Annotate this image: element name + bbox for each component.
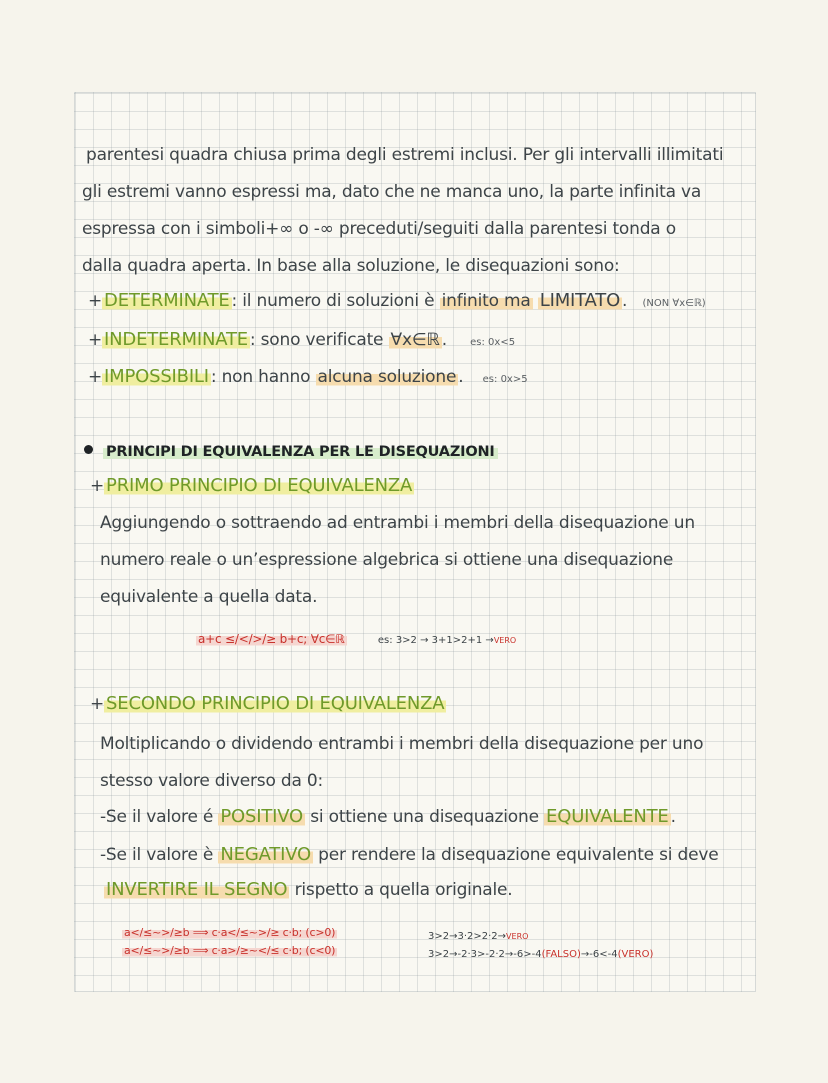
second-principle-line-1: Moltiplicando o dividendo entrambi i membri della disequazione per uno xyxy=(100,734,704,754)
indeterminate-text-b: . xyxy=(441,330,447,350)
formula-negative-text: a</≤~>/≥b ⟹ c·a>/≥~</≤ c·b; (c<0) xyxy=(124,944,336,957)
impossibili-example: es: 0x>5 xyxy=(482,374,528,385)
example-positive-result: VERO xyxy=(506,932,529,941)
section-title: PRINCIPI DI EQUIVALENZA PER LE DISEQUAZIONI xyxy=(103,444,498,460)
bullet-icon xyxy=(84,445,93,454)
first-principle-formula-row xyxy=(196,628,516,648)
negative-rule xyxy=(100,844,719,865)
plus-marker: + xyxy=(90,476,105,496)
indeterminate-highlight: ∀x∈ℝ xyxy=(390,330,440,350)
example-negative-false: (FALSO) xyxy=(541,949,581,960)
first-principle-line-2: numero reale o un’espressione algebrica si ottiene una disequazione xyxy=(100,550,674,570)
first-principle-heading xyxy=(90,475,414,496)
intro-line-4: dalla quadra aperta. In base alla soluzione, le disequazioni sono: xyxy=(82,256,620,276)
example-negative xyxy=(428,942,653,962)
formula-positive-text: a</≤~>/≥b ⟹ c·a</≤~>/≥ c·b; (c>0) xyxy=(124,926,336,939)
indeterminate-text-a: : sono verificate xyxy=(249,330,389,350)
example-negative-mid: →-6<-4 xyxy=(580,949,618,960)
type-indeterminate xyxy=(88,329,515,350)
type-determinate xyxy=(88,290,706,311)
term-determinate: DETERMINATE xyxy=(104,290,230,311)
first-principle-line-1: Aggiungendo o sottraendo ad entrambi i membri della disequazione un xyxy=(100,513,695,533)
term-negativo: NEGATIVO xyxy=(220,844,311,865)
positive-rule xyxy=(100,806,676,827)
plus-marker: + xyxy=(88,291,103,311)
example-negative-text: 3>2→-2·3>-2·2→-6>-4 xyxy=(428,949,542,960)
second-principle-heading xyxy=(90,693,446,714)
term-equivalente: EQUIVALENTE xyxy=(546,806,669,827)
term-limitato: LIMITATO xyxy=(539,290,621,311)
second-principle-title: SECONDO PRINCIPIO DI EQUIVALENZA xyxy=(106,693,445,714)
plus-marker: + xyxy=(88,330,103,350)
example-positive-text: 3>2→3·2>2·2→ xyxy=(428,931,507,942)
positive-text-c: . xyxy=(670,807,676,827)
term-impossibili: IMPOSSIBILI xyxy=(104,366,209,387)
first-principle-title: PRIMO PRINCIPIO DI EQUIVALENZA xyxy=(106,475,413,496)
determinate-highlight: infinito ma xyxy=(441,291,531,311)
negative-text-a: -Se il valore è xyxy=(100,845,219,865)
impossibili-text-a: : non hanno xyxy=(210,367,316,387)
section-heading xyxy=(84,441,498,461)
intro-line-2: gli estremi vanno espressi ma, dato che ne manca uno, la parte infinita va xyxy=(82,182,702,202)
negative-text-b: per rendere la disequazione equivalente si deve xyxy=(312,845,719,865)
intro-line-1: parentesi quadra chiusa prima degli estremi inclusi. Per gli intervalli illimitati xyxy=(86,145,724,165)
positive-text-b: si ottiene una disequazione xyxy=(305,807,545,827)
determinate-note: (NON ∀x∈ℝ) xyxy=(642,298,706,309)
first-principle-example-result: VERO xyxy=(493,636,517,645)
term-indeterminate: INDETERMINATE xyxy=(104,329,248,350)
negative-text-c: rispetto a quella originale. xyxy=(289,880,513,900)
impossibili-text-b: . xyxy=(458,367,464,387)
formula-negative xyxy=(122,939,337,959)
determinate-text-a: : il numero di soluzioni è xyxy=(231,291,440,311)
first-principle-example: es: 3>2 → 3+1>2+1 → xyxy=(377,635,494,646)
example-positive xyxy=(428,924,528,944)
formula-positive xyxy=(122,921,337,941)
plus-marker: + xyxy=(90,694,105,714)
determinate-text-b xyxy=(533,291,538,311)
type-impossibili xyxy=(88,366,528,387)
plus-marker: + xyxy=(88,367,103,387)
determinate-text-c: . xyxy=(622,291,628,311)
indeterminate-example: es: 0x<5 xyxy=(470,337,516,348)
negative-rule-cont xyxy=(104,879,512,900)
impossibili-highlight: alcuna soluzione xyxy=(317,367,457,387)
second-principle-line-2: stesso valore diverso da 0: xyxy=(100,771,324,791)
example-negative-true: (VERO) xyxy=(617,949,654,960)
positive-text-a: -Se il valore é xyxy=(100,807,219,827)
first-principle-line-3: equivalente a quella data. xyxy=(100,587,318,607)
first-principle-formula: a+c ≤/</>/≥ b+c; ∀c∈ℝ xyxy=(198,632,345,646)
intro-line-3: espressa con i simboli+∞ o -∞ preceduti/seguiti dalla parentesi tonda o xyxy=(82,219,676,239)
term-invertire-segno: INVERTIRE IL SEGNO xyxy=(106,879,288,900)
term-positivo: POSITIVO xyxy=(220,806,304,827)
